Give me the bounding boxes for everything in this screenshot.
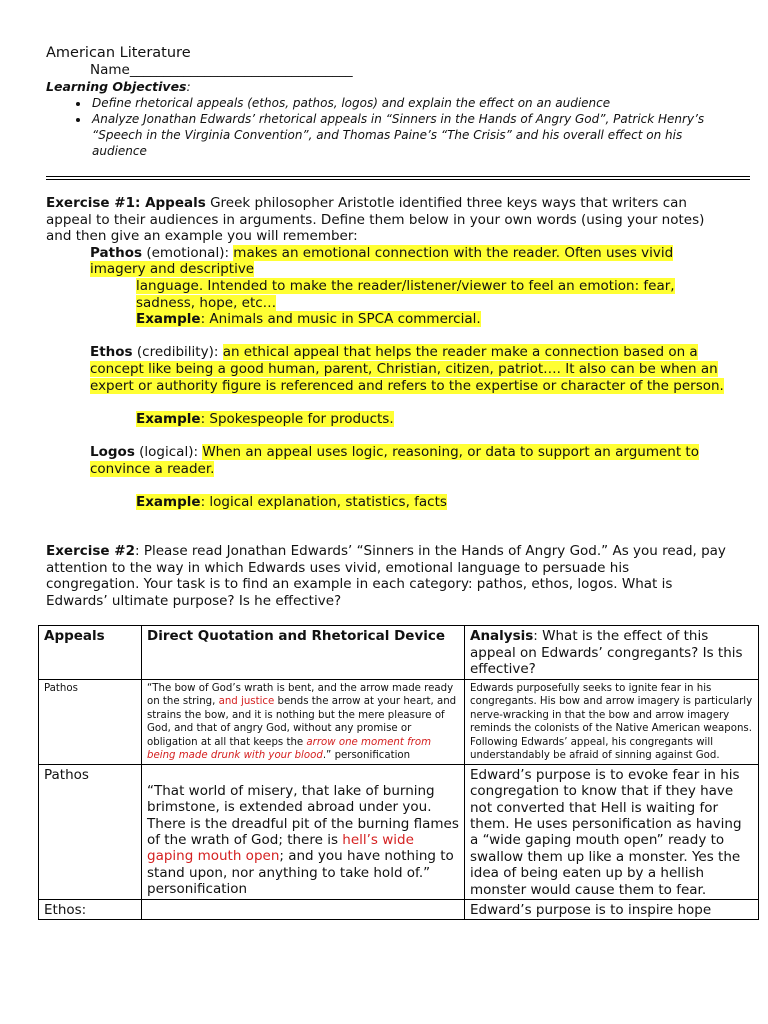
ethos-definition: Ethos (credibility): an ethical appeal that helps the reader make a connection based on a concept like being a good human, parent, Christian, citizen, patriot…. It also can be when an expert or authority figure is referenced and refers to the expertise or character of the person. [90,344,724,394]
divider-line [46,176,750,177]
quotation-cell [142,900,465,920]
objectives-list [46,95,726,159]
objective-item: • Analyze Jonathan Edwards’ rhetorical appeals in “Sinners in the Hands of Angry God”, Patrick Henry’s “Speech in the Virginia Convention”, and Thomas Paine’s “The Crisis” and his overall effect on his audience [90,111,726,159]
analysis-cell: Edwards purposefully seeks to ignite fear in his congregants. His bow and arrow imagery is particularly nerve-wracking in that the bow and arrow imagery reminds the colonists of the Native American weapons. Following Edwards’ appeal, his congregants will understandably be afraid of sinning against God. [465,679,759,764]
appeal-cell: Pathos [39,679,142,764]
exercise-2 [46,543,726,609]
table-row [39,764,759,899]
analysis-cell: Edward’s purpose is to inspire hope [465,900,759,920]
divider-line [46,179,750,180]
analysis-cell: Edward’s purpose is to evoke fear in his congregation to know that if they have not converted that Hell is waiting for them. He uses personification as having a “wide gaping mouth open” ready to swallow them up like a monster. Yes the idea of being eaten up by a hellish monster would cause them to fear. [465,764,759,899]
exercise-1-intro: Exercise #1: Appeals Greek philosopher Aristotle identified three keys ways that writers can appeal to their audiences in arguments. Define them below in your own words (using your notes) and then give an example you will remember: [46,195,705,245]
quotation-cell: “That world of misery, that lake of burning brimstone, is extended abroad under you. There is the dreadful pit of the burning flames of the wrath of God; there is hell’s wide gaping mouth open; and you have nothing to stand upon, nor anything to take hold of.” personification [142,764,465,899]
appeal-cell: Ethos: [39,900,142,920]
logos-example: Example: logical explanation, statistics, facts [136,493,447,510]
pathos-definition-cont: language. Intended to make the reader/listener/viewer to feel an emotion: fear, sadness, hope, etc… [136,277,675,311]
exercise-2-heading: Exercise #2 [46,543,135,559]
table-header-row [39,626,759,680]
logos-definition: Logos (logical): When an appeal uses logic, reasoning, or data to support an argument to convince a reader. [90,443,699,477]
header-appeals: Appeals [39,626,142,680]
pathos-example: Example: Animals and music in SPCA commercial. [136,311,481,328]
pathos-definition: Pathos (emotional): makes an emotional connection with the reader. Often uses vivid imagery and descriptive [90,244,674,278]
objective-item: • Define rhetorical appeals (ethos, pathos, logos) and explain the effect on an audience [90,95,726,111]
name-line: Name_________________________________ [90,62,353,78]
table-row [39,679,759,764]
course-title: American Literature [46,45,191,61]
ethos-example: Example: Spokespeople for products. [136,410,394,427]
objectives-title: Learning Objectives: [46,79,191,94]
quotation-cell: “The bow of God’s wrath is bent, and the arrow made ready on the string, and justice bends the arrow at your heart, and strains the bow, and it is nothing but the mere pleasure of God, and that of angry God, without any promise or obligation at all that keeps the arrow one moment from being made drunk with your blood.” personification [142,679,465,764]
appeals-table [38,625,759,920]
header-analysis: Analysis: What is the effect of this appeal on Edwards’ congregants? Is this effective? [465,626,759,680]
worksheet-header [46,44,726,159]
appeal-cell: Pathos [39,764,142,899]
exercise-1 [46,195,726,510]
exercise-1-heading: Exercise #1: Appeals [46,195,206,211]
exercise-2-instructions: Exercise #2: Please read Jonathan Edwards’ “Sinners in the Hands of Angry God.” As you read, pay attention to the way in which Edwards uses vivid, emotional language to persuade his congregation. Your task is to find an example in each category: pathos, ethos, logos. What is Edwards’ ultimate purpose? Is he effective? [46,543,726,609]
table-row [39,900,759,920]
header-quotation: Direct Quotation and Rhetorical Device [142,626,465,680]
